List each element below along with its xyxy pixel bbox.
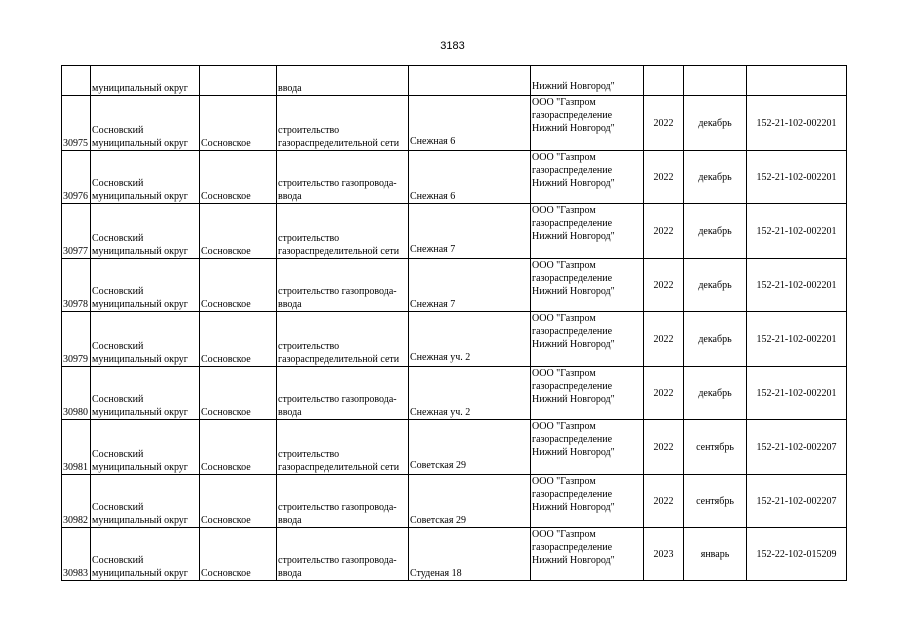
work-line: ввода xyxy=(278,568,302,579)
cell-work-type xyxy=(277,204,409,259)
cell-code: 152-21-102-002207 xyxy=(747,420,847,475)
district-line: муниципальный округ xyxy=(92,568,188,579)
cell-month: сентябрь xyxy=(684,475,747,528)
cell-settlement: Сосновское xyxy=(200,151,277,204)
cell-number: 30976 xyxy=(62,151,91,204)
organization-line: Нижний Новгород" xyxy=(532,178,615,189)
cell-work-type xyxy=(277,312,409,367)
cell-month: сентябрь xyxy=(684,420,747,475)
work-line: ввода xyxy=(278,191,302,202)
organization-line: Нижний Новгород" xyxy=(532,394,615,405)
page-number: 3183 xyxy=(440,40,465,52)
organization-line: Нижний Новгород" xyxy=(532,339,615,350)
cell-work-type xyxy=(277,259,409,312)
district-line: Сосновский xyxy=(92,394,144,405)
table-row xyxy=(62,312,847,367)
cell-code: 152-21-102-002201 xyxy=(747,312,847,367)
district-line: Сосновский xyxy=(92,555,144,566)
table-row xyxy=(62,204,847,259)
cell-year xyxy=(644,66,684,96)
cell-month xyxy=(684,66,747,96)
cell-settlement: Сосновское xyxy=(200,420,277,475)
cell-settlement: Сосновское xyxy=(200,528,277,581)
cell-work-type xyxy=(277,420,409,475)
cell-work-type xyxy=(277,528,409,581)
cell-number: 30975 xyxy=(62,96,91,151)
cell-district xyxy=(91,420,200,475)
cell-number: 30980 xyxy=(62,367,91,420)
cell-code: 152-21-102-002201 xyxy=(747,204,847,259)
district-line: муниципальный округ xyxy=(92,407,188,418)
cell-address: Снежная уч. 2 xyxy=(409,367,531,420)
work-line: строительство xyxy=(278,125,340,136)
organization-line: газораспределение xyxy=(532,489,613,500)
cell-code: 152-21-102-002201 xyxy=(747,151,847,204)
cell-settlement: Сосновское xyxy=(200,367,277,420)
work-line: газораспределительной сети xyxy=(278,246,400,257)
district-line: муниципальный округ xyxy=(92,462,188,473)
district-line: муниципальный округ xyxy=(92,515,188,526)
cell-organization xyxy=(531,312,644,367)
cell-district xyxy=(91,312,200,367)
cell-address xyxy=(409,66,531,96)
cell-organization xyxy=(531,151,644,204)
cell-code: 152-21-102-002201 xyxy=(747,367,847,420)
cell-district xyxy=(91,367,200,420)
organization-line: ООО "Газпром xyxy=(532,97,596,108)
organization-line: Нижний Новгород" xyxy=(532,447,615,458)
district-line: Сосновский xyxy=(92,502,144,513)
cell-district: муниципальный округ xyxy=(91,66,200,96)
table-row xyxy=(62,151,847,204)
cell-address: Снежная 6 xyxy=(409,151,531,204)
cell-address: Студеная 18 xyxy=(409,528,531,581)
cell-organization xyxy=(531,259,644,312)
cell-code: 152-21-102-002207 xyxy=(747,475,847,528)
cell-organization xyxy=(531,528,644,581)
work-line: ввода xyxy=(278,299,302,310)
district-line: муниципальный округ xyxy=(92,354,188,365)
cell-month: декабрь xyxy=(684,367,747,420)
cell-work-type: ввода xyxy=(277,66,409,96)
district-line: Сосновский xyxy=(92,178,144,189)
cell-settlement: Сосновское xyxy=(200,475,277,528)
district-line: Сосновский xyxy=(92,449,144,460)
cell-district xyxy=(91,204,200,259)
cell-organization xyxy=(531,204,644,259)
organization-line: ООО "Газпром xyxy=(532,421,596,432)
work-line: строительство газопровода- xyxy=(278,394,397,405)
cell-organization xyxy=(531,420,644,475)
organization-line: газораспределение xyxy=(532,165,613,176)
organization-line: газораспределение xyxy=(532,110,613,121)
organization-line: ООО "Газпром xyxy=(532,313,596,324)
table-row-continued xyxy=(62,66,847,96)
cell-month: январь xyxy=(684,528,747,581)
table-row xyxy=(62,367,847,420)
work-line: газораспределительной сети xyxy=(278,462,400,473)
work-line: строительство xyxy=(278,233,340,244)
organization-line: Нижний Новгород" xyxy=(532,555,615,566)
work-line: строительство xyxy=(278,341,340,352)
table-row xyxy=(62,259,847,312)
district-line: Сосновский xyxy=(92,286,144,297)
district-line: Сосновский xyxy=(92,233,144,244)
cell-settlement: Сосновское xyxy=(200,312,277,367)
organization-line: ООО "Газпром xyxy=(532,368,596,379)
cell-address: Снежная 6 xyxy=(409,96,531,151)
work-line: ввода xyxy=(278,515,302,526)
cell-number: 30981 xyxy=(62,420,91,475)
organization-line: Нижний Новгород" xyxy=(532,286,615,297)
cell-number: 30977 xyxy=(62,204,91,259)
cell-organization xyxy=(531,475,644,528)
cell-code: 152-21-102-002201 xyxy=(747,259,847,312)
cell-settlement xyxy=(200,66,277,96)
work-line: строительство газопровода- xyxy=(278,178,397,189)
cell-district xyxy=(91,528,200,581)
cell-number: 30978 xyxy=(62,259,91,312)
cell-number xyxy=(62,66,91,96)
district-line: муниципальный округ xyxy=(92,246,188,257)
cell-settlement: Сосновское xyxy=(200,204,277,259)
cell-year: 2022 xyxy=(644,151,684,204)
cell-address: Снежная 7 xyxy=(409,259,531,312)
organization-line: газораспределение xyxy=(532,326,613,337)
cell-year: 2022 xyxy=(644,96,684,151)
organization-line: Нижний Новгород" xyxy=(532,502,615,513)
organization-line: газораспределение xyxy=(532,381,613,392)
district-line: муниципальный округ xyxy=(92,138,188,149)
organization-line: ООО "Газпром xyxy=(532,260,596,271)
cell-code: 152-22-102-015209 xyxy=(747,528,847,581)
cell-year: 2022 xyxy=(644,367,684,420)
organization-line: ООО "Газпром xyxy=(532,152,596,163)
organization-line: газораспределение xyxy=(532,218,613,229)
cell-month: декабрь xyxy=(684,259,747,312)
cell-organization xyxy=(531,96,644,151)
work-line: газораспределительной сети xyxy=(278,138,400,149)
table-row xyxy=(62,420,847,475)
cell-settlement: Сосновское xyxy=(200,96,277,151)
registry-table xyxy=(61,65,847,581)
table-row xyxy=(62,475,847,528)
cell-month: декабрь xyxy=(684,312,747,367)
work-line: ввода xyxy=(278,407,302,418)
district-line: Сосновский xyxy=(92,125,144,136)
table-row xyxy=(62,96,847,151)
cell-address: Советская 29 xyxy=(409,475,531,528)
organization-line: газораспределение xyxy=(532,273,613,284)
organization-line: ООО "Газпром xyxy=(532,205,596,216)
table-body xyxy=(62,66,847,581)
cell-number: 30982 xyxy=(62,475,91,528)
table-row xyxy=(62,528,847,581)
cell-organization: Нижний Новгород" xyxy=(531,66,644,96)
cell-month: декабрь xyxy=(684,151,747,204)
work-line: строительство газопровода- xyxy=(278,286,397,297)
cell-year: 2022 xyxy=(644,312,684,367)
cell-district xyxy=(91,151,200,204)
cell-number: 30983 xyxy=(62,528,91,581)
cell-work-type xyxy=(277,475,409,528)
work-line: строительство газопровода- xyxy=(278,555,397,566)
cell-number: 30979 xyxy=(62,312,91,367)
cell-code xyxy=(747,66,847,96)
district-line: муниципальный округ xyxy=(92,299,188,310)
district-line: муниципальный округ xyxy=(92,191,188,202)
organization-line: Нижний Новгород" xyxy=(532,231,615,242)
cell-district xyxy=(91,96,200,151)
organization-line: ООО "Газпром xyxy=(532,529,596,540)
cell-address: Снежная 7 xyxy=(409,204,531,259)
cell-settlement: Сосновское xyxy=(200,259,277,312)
cell-month: декабрь xyxy=(684,204,747,259)
cell-work-type xyxy=(277,96,409,151)
cell-code: 152-21-102-002201 xyxy=(747,96,847,151)
cell-district xyxy=(91,259,200,312)
cell-organization xyxy=(531,367,644,420)
cell-address: Советская 29 xyxy=(409,420,531,475)
cell-year: 2022 xyxy=(644,420,684,475)
organization-line: Нижний Новгород" xyxy=(532,123,615,134)
district-line: Сосновский xyxy=(92,341,144,352)
cell-year: 2022 xyxy=(644,475,684,528)
organization-line: ООО "Газпром xyxy=(532,476,596,487)
cell-work-type xyxy=(277,151,409,204)
cell-year: 2023 xyxy=(644,528,684,581)
cell-year: 2022 xyxy=(644,259,684,312)
cell-year: 2022 xyxy=(644,204,684,259)
cell-address: Снежная уч. 2 xyxy=(409,312,531,367)
organization-line: газораспределение xyxy=(532,434,613,445)
organization-line: газораспределение xyxy=(532,542,613,553)
cell-month: декабрь xyxy=(684,96,747,151)
work-line: строительство xyxy=(278,449,340,460)
work-line: газораспределительной сети xyxy=(278,354,400,365)
cell-work-type xyxy=(277,367,409,420)
cell-district xyxy=(91,475,200,528)
work-line: строительство газопровода- xyxy=(278,502,397,513)
